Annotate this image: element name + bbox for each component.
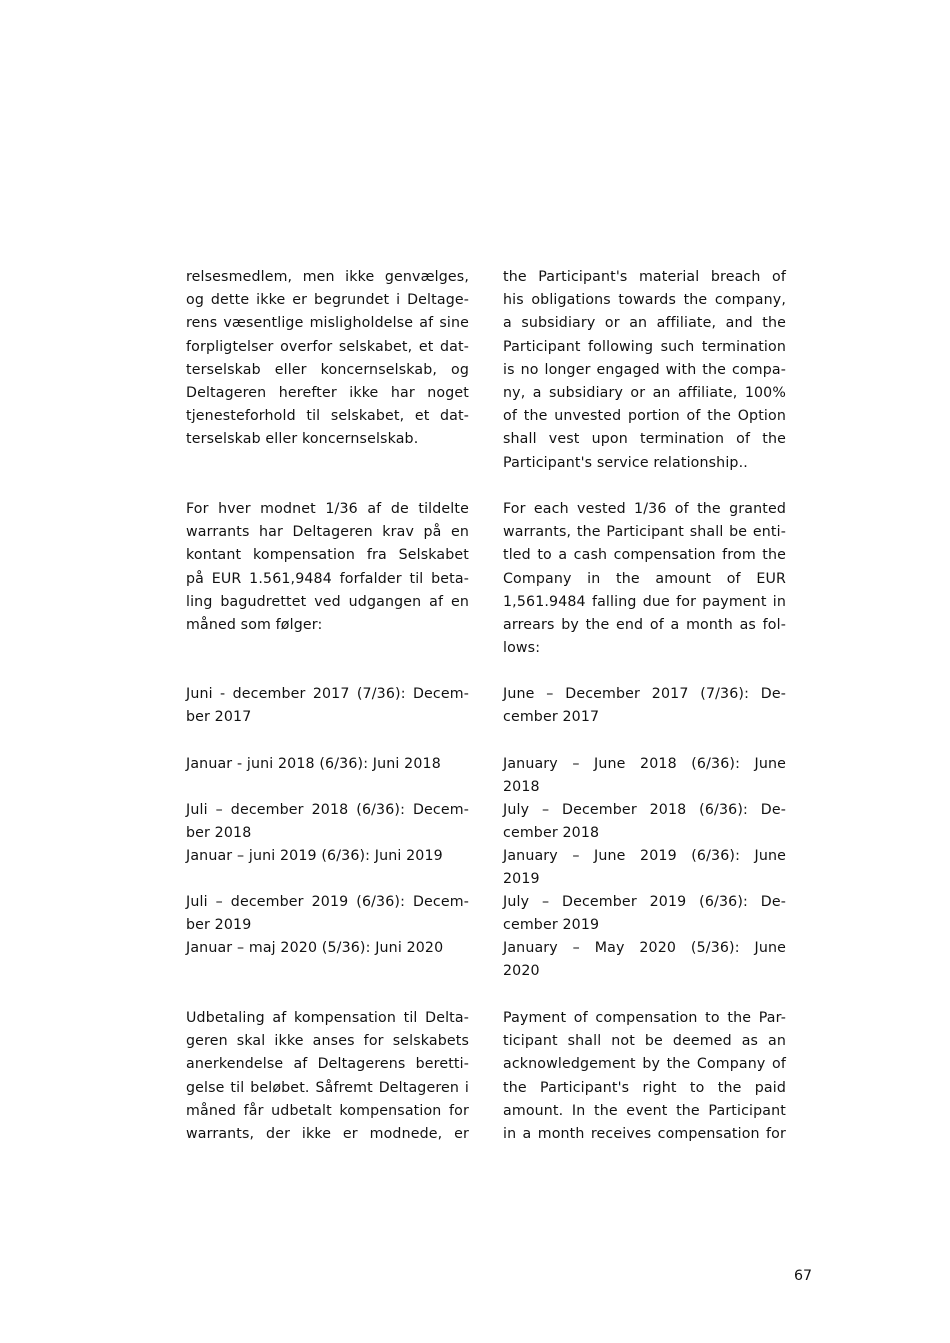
danish-schedule-item-2	[186, 753, 469, 776]
text-line: warrants, der ikke er modnede, er	[186, 1125, 469, 1142]
english-paragraph-payment	[503, 1007, 786, 1146]
english-schedule-item-1	[503, 683, 786, 729]
text-line: Januar – juni 2019 (6/36): Juni 2019	[186, 848, 443, 864]
text-line: terselskab eller koncernselskab.	[186, 431, 419, 448]
text-line: ber 2017	[186, 709, 252, 726]
text-line: January – June 2018 (6/36): June	[503, 756, 786, 772]
text-line: Juli – december 2018 (6/36): Decem-	[186, 802, 469, 818]
text-line: Januar - juni 2018 (6/36): Juni 2018	[186, 756, 441, 772]
text-line: Company in the amount of EUR	[503, 570, 786, 587]
text-line: warrants har Deltageren krav på en	[186, 524, 469, 541]
text-line: ber 2019	[186, 917, 252, 934]
text-line: arrears by the end of a month as fol-	[503, 616, 786, 633]
text-line: Participant's service relationship..	[503, 454, 748, 471]
text-line: shall vest upon termination of the	[503, 431, 786, 448]
danish-paragraph-termination	[186, 266, 469, 452]
text-line: kontant kompensation fra Selskabet	[186, 547, 469, 564]
english-paragraph-termination	[503, 266, 786, 475]
text-line: warrants, the Participant shall be enti-	[503, 524, 786, 541]
text-line: cember 2018	[503, 825, 600, 842]
text-line: July – December 2018 (6/36): De-	[503, 802, 786, 818]
text-line: på EUR 1.561,9484 forfalder til beta-	[186, 570, 469, 587]
text-line: Januar – maj 2020 (5/36): Juni 2020	[186, 940, 444, 956]
danish-paragraph-payment	[186, 1007, 469, 1146]
english-schedule-item-4	[503, 845, 786, 891]
text-line: Udbetaling af kompensation til Delta-	[186, 1010, 469, 1026]
text-line: ber 2018	[186, 825, 252, 842]
text-line: Juni - december 2017 (7/36): Decem-	[186, 686, 469, 702]
danish-schedule-item-3	[186, 799, 469, 845]
text-line: the Participant's material breach of	[503, 269, 786, 285]
text-line: gelse til beløbet. Såfremt Deltageren i	[186, 1079, 469, 1096]
text-line: a subsidiary or an affiliate, and the	[503, 315, 786, 332]
danish-schedule-item-5	[186, 891, 469, 937]
text-line: For hver modnet 1/36 af de tildelte	[186, 501, 469, 517]
text-line: amount. In the event the Participant	[503, 1102, 786, 1119]
text-line: cember 2019	[503, 917, 600, 934]
text-line: is no longer engaged with the compa-	[503, 361, 786, 378]
english-paragraph-compensation	[503, 498, 786, 660]
text-line: June – December 2017 (7/36): De-	[503, 686, 786, 702]
text-line: ny, a subsidiary or an affiliate, 100%	[503, 384, 786, 401]
text-line: in a month receives compensation for	[503, 1125, 786, 1142]
text-line: of the unvested portion of the Option	[503, 408, 786, 425]
text-line: January – May 2020 (5/36): June	[503, 940, 786, 956]
english-schedule-item-2	[503, 753, 786, 799]
text-line: For each vested 1/36 of the granted	[503, 501, 786, 517]
text-line: anerkendelse af Deltagerens beretti-	[186, 1056, 469, 1073]
text-line: Juli – december 2019 (6/36): Decem-	[186, 894, 469, 910]
text-line: terselskab eller koncernselskab, og	[186, 361, 469, 378]
text-line: tled to a cash compensation from the	[503, 547, 786, 564]
text-line: ticipant shall not be deemed as an	[503, 1033, 786, 1050]
danish-paragraph-compensation	[186, 498, 469, 637]
text-line: 2019	[503, 871, 540, 888]
text-line: rens væsentlige misligholdelse af sine	[186, 315, 469, 332]
text-line: lows:	[503, 640, 541, 657]
text-line: January – June 2019 (6/36): June	[503, 848, 786, 864]
text-line: ling bagudrettet ved udgangen af en	[186, 593, 469, 610]
danish-schedule-item-4	[186, 845, 469, 868]
text-line: og dette ikke er begrundet i Deltage-	[186, 292, 469, 309]
text-line: 2018	[503, 779, 540, 796]
text-line: relsesmedlem, men ikke genvælges,	[186, 269, 469, 285]
text-line: Deltageren herefter ikke har noget	[186, 384, 469, 401]
english-schedule-item-5	[503, 891, 786, 937]
danish-schedule-item-1	[186, 683, 469, 729]
text-line: Participant following such termination	[503, 338, 786, 355]
text-line: forpligtelser overfor selskabet, et dat-	[186, 338, 469, 355]
text-line: the Participant's right to the paid	[503, 1079, 786, 1096]
english-schedule-item-3	[503, 799, 786, 845]
danish-schedule-item-6	[186, 937, 469, 960]
text-line: 1,561.9484 falling due for payment in	[503, 593, 786, 610]
text-line: geren skal ikke anses for selskabets	[186, 1033, 469, 1050]
text-line: måned får udbetalt kompensation for	[186, 1102, 469, 1119]
english-schedule-item-6	[503, 937, 786, 983]
text-line: acknowledgement by the Company of	[503, 1056, 786, 1073]
text-line: cember 2017	[503, 709, 600, 726]
text-line: his obligations towards the company,	[503, 292, 786, 309]
text-line: Payment of compensation to the Par-	[503, 1010, 786, 1026]
text-line: måned som følger:	[186, 616, 323, 633]
text-line: 2020	[503, 963, 540, 980]
text-line: tjenesteforhold til selskabet, et dat-	[186, 408, 469, 425]
page-number: 67	[794, 1268, 813, 1284]
text-line: July – December 2019 (6/36): De-	[503, 894, 786, 910]
